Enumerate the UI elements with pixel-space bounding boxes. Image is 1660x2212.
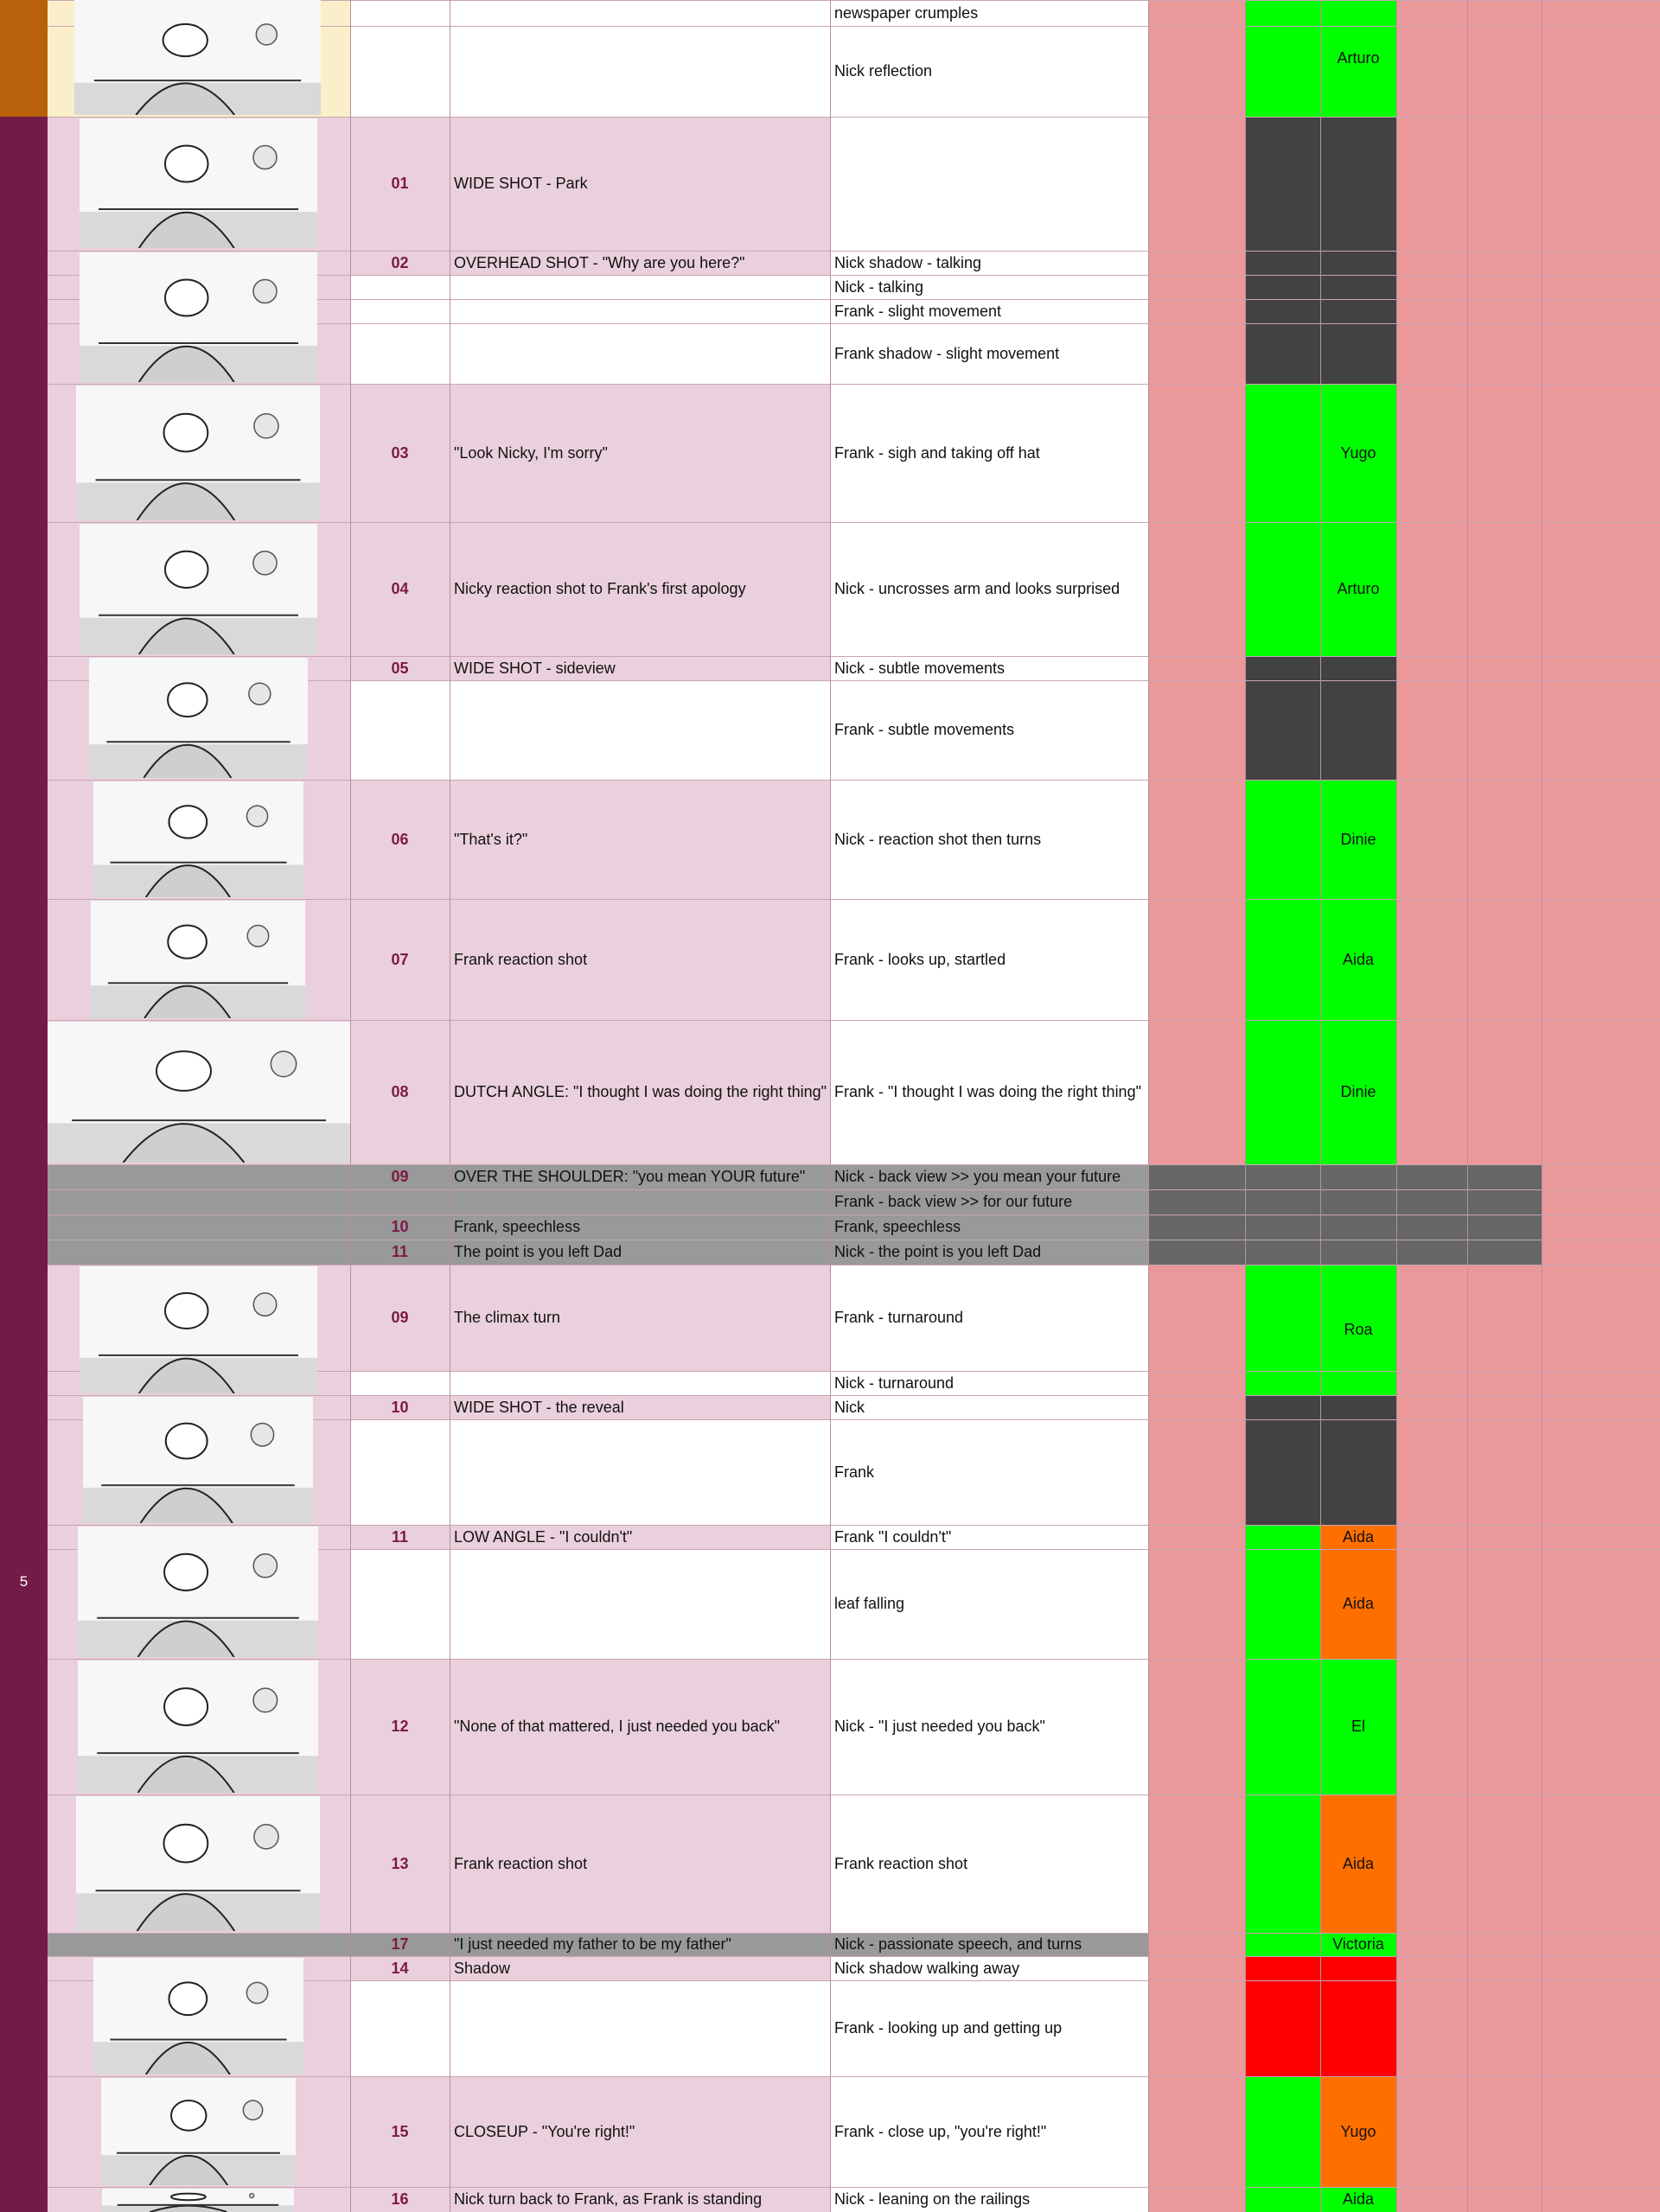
storyboard-frank-startled-icon[interactable] xyxy=(91,901,305,1018)
storyboard-climax-turn-icon[interactable] xyxy=(80,1266,317,1393)
description-cell[interactable]: Frank reaction shot xyxy=(454,1854,588,1872)
shot-number-cell[interactable] xyxy=(350,26,450,117)
shot-number-cell[interactable]: 11 xyxy=(391,1527,409,1546)
action-cell[interactable]: Frank - "I thought I was doing the right thing" xyxy=(834,1083,1141,1100)
description-cell[interactable]: "I just needed my father to be my father" xyxy=(454,1935,731,1953)
shot-number-cell[interactable]: 02 xyxy=(391,253,409,271)
status-cell xyxy=(1245,323,1320,384)
description-cell[interactable]: LOW ANGLE - "I couldn't" xyxy=(454,1527,633,1546)
action-cell[interactable]: Nick - subtle movements xyxy=(834,659,1006,677)
action-cell[interactable]: Nick - passionate speech, and turns xyxy=(834,1935,1082,1953)
description-cell[interactable] xyxy=(450,323,830,384)
status-cell xyxy=(1245,1020,1320,1164)
omitted-row-status xyxy=(1148,1214,1542,1240)
action-cell[interactable]: Frank - slight movement xyxy=(834,302,1002,320)
animator-cell[interactable]: Roa xyxy=(1344,1321,1373,1338)
action-cell[interactable]: Frank, speechless xyxy=(834,1218,961,1235)
status-cell xyxy=(1245,26,1320,117)
status-cell xyxy=(1245,1933,1320,1956)
shot-number-cell[interactable]: 14 xyxy=(391,1959,409,1977)
status-cell xyxy=(1245,299,1320,323)
animator-cell[interactable]: El xyxy=(1350,1718,1365,1735)
status-column-pink-1 xyxy=(1148,0,1245,2212)
description-cell[interactable]: Nicky reaction shot to Frank's first apology xyxy=(454,580,746,597)
animator-cell[interactable]: Yugo xyxy=(1340,2122,1376,2140)
omitted-row-status xyxy=(1148,1164,1542,1189)
status-cell xyxy=(1245,780,1320,899)
description-cell[interactable] xyxy=(450,299,830,323)
action-cell[interactable]: Frank reaction shot xyxy=(834,1854,968,1872)
action-cell[interactable]: Frank "I couldn't" xyxy=(834,1527,952,1546)
shot-number-cell[interactable] xyxy=(350,0,450,26)
status-cell xyxy=(1245,2076,1320,2187)
status-cell xyxy=(1245,2187,1320,2212)
description-cell[interactable] xyxy=(450,1549,830,1659)
sequence-band xyxy=(0,117,48,2212)
shot-number-cell[interactable]: 09 xyxy=(391,1168,409,1185)
action-cell[interactable]: leaf falling xyxy=(834,1595,905,1612)
omitted-row-status xyxy=(1148,1189,1542,1214)
action-cell[interactable]: Nick shadow walking away xyxy=(834,1959,1020,1977)
storyboard-closeup-icon[interactable] xyxy=(101,2078,296,2185)
description-cell[interactable] xyxy=(450,1189,830,1214)
storyboard-dutch-angle-icon[interactable] xyxy=(48,1022,350,1163)
animator-cell[interactable]: Aida xyxy=(1342,1527,1375,1546)
shot-number-cell[interactable] xyxy=(350,680,450,780)
status-cell xyxy=(1245,1395,1320,1419)
description-cell[interactable]: Frank, speechless xyxy=(454,1218,581,1235)
shot-number-cell[interactable] xyxy=(350,275,450,299)
status-cell xyxy=(1245,522,1320,656)
storyboard-overhead-bench-icon[interactable] xyxy=(80,252,317,382)
action-cell[interactable]: Frank - looks up, startled xyxy=(834,950,1006,968)
storyboard-park-wide-icon[interactable] xyxy=(80,118,317,248)
description-cell[interactable]: WIDE SHOT - the reveal xyxy=(454,1398,624,1416)
shot-number-cell[interactable]: 07 xyxy=(391,950,409,968)
description-cell[interactable] xyxy=(450,1980,830,2076)
description-cell[interactable]: Nick turn back to Frank, as Frank is standing xyxy=(454,2190,763,2208)
prev-sequence-band xyxy=(0,0,48,117)
storyboard-frank-newspaper-nick-icon[interactable] xyxy=(74,0,321,115)
status-cell xyxy=(1245,1371,1320,1395)
animator-status-cell xyxy=(1320,1395,1396,1419)
status-cell xyxy=(1245,656,1320,680)
description-cell[interactable]: WIDE SHOT - sideview xyxy=(454,659,616,677)
animator-status-cell xyxy=(1320,275,1396,299)
shot-number-cell[interactable] xyxy=(350,299,450,323)
action-cell[interactable]: newspaper crumples xyxy=(834,3,979,22)
description-cell[interactable]: CLOSEUP - "You're right!" xyxy=(454,2122,635,2140)
shot-number-cell[interactable] xyxy=(350,1189,450,1214)
animator-status-cell xyxy=(1320,299,1396,323)
shot-number-cell[interactable] xyxy=(350,1419,450,1525)
status-cell xyxy=(1245,1265,1320,1371)
status-column-pink-2 xyxy=(1396,0,1660,2212)
animator-cell[interactable]: Arturo xyxy=(1337,49,1380,67)
shot-number-cell[interactable]: 05 xyxy=(391,659,409,677)
storyboard-nick-thats-it-icon[interactable] xyxy=(93,781,303,897)
animator-cell[interactable]: Aida xyxy=(1342,2190,1375,2208)
shot-number-cell[interactable]: 15 xyxy=(391,2122,409,2140)
animator-status-cell xyxy=(1320,117,1396,251)
status-cell xyxy=(1245,899,1320,1020)
description-cell[interactable]: The climax turn xyxy=(454,1309,561,1326)
shot-number-cell[interactable]: 10 xyxy=(391,1398,409,1416)
status-cell xyxy=(1245,1525,1320,1549)
animator-cell[interactable]: Dinie xyxy=(1340,1083,1376,1100)
storyboard-park-sideview-icon[interactable] xyxy=(89,658,308,778)
storyboard-frank-seated-icon[interactable] xyxy=(76,1796,320,1931)
column-divider xyxy=(1467,0,1468,2212)
status-cell xyxy=(1245,1956,1320,1980)
storyboard-frank-hat-icon[interactable] xyxy=(76,386,320,520)
column-divider xyxy=(1148,0,1149,2212)
action-cell[interactable]: Nick - leaning on the railings xyxy=(834,2190,1031,2208)
animator-status-cell xyxy=(1320,1956,1396,1980)
column-divider xyxy=(1396,0,1397,2212)
animator-cell[interactable]: Aida xyxy=(1342,950,1375,968)
action-cell[interactable]: Nick - reaction shot then turns xyxy=(834,830,1042,848)
description-cell[interactable]: OVER THE SHOULDER: "you mean YOUR future" xyxy=(454,1168,806,1185)
shot-number-cell[interactable]: 16 xyxy=(391,2190,409,2208)
animator-cell[interactable]: Dinie xyxy=(1340,830,1376,848)
shot-number-cell[interactable] xyxy=(350,1980,450,2076)
shot-number-cell[interactable]: 08 xyxy=(391,1083,409,1100)
animator-status-cell xyxy=(1320,251,1396,275)
shot-number-cell[interactable]: 13 xyxy=(391,1854,409,1872)
animator-cell[interactable]: Yugo xyxy=(1340,443,1376,462)
description-cell[interactable]: OVERHEAD SHOT - "Why are you here?" xyxy=(454,253,745,271)
action-cell[interactable]: Frank - subtle movements xyxy=(834,721,1015,738)
description-cell[interactable] xyxy=(450,1419,830,1525)
shot-number-cell[interactable]: 04 xyxy=(391,580,409,597)
storyboard-nick-arms-crossed-icon[interactable] xyxy=(80,524,317,654)
action-cell[interactable]: Frank xyxy=(834,1463,875,1481)
sequence-label: 5 xyxy=(19,1573,29,1590)
action-cell[interactable]: Frank - looking up and getting up xyxy=(834,2019,1063,2037)
status-cell xyxy=(1245,384,1320,522)
status-cell xyxy=(1245,117,1320,251)
action-cell[interactable]: Frank - sigh and taking off hat xyxy=(834,443,1040,462)
animator-status-cell xyxy=(1320,680,1396,780)
shot-number-cell[interactable]: 11 xyxy=(391,1243,409,1260)
animator-status-cell xyxy=(1320,1980,1396,2076)
storyboard-railings-icon[interactable] xyxy=(102,2189,294,2212)
action-cell[interactable]: Frank - turnaround xyxy=(834,1309,964,1326)
description-cell[interactable] xyxy=(450,275,830,299)
shot-number-cell[interactable]: 09 xyxy=(391,1309,409,1326)
status-cell xyxy=(1245,1549,1320,1659)
description-cell[interactable]: "Look Nicky, I'm sorry" xyxy=(454,443,608,462)
action-cell[interactable]: Nick shadow - talking xyxy=(834,253,982,271)
shot-number-cell[interactable]: 17 xyxy=(391,1935,409,1953)
description-cell[interactable] xyxy=(450,26,830,117)
status-cell xyxy=(1245,251,1320,275)
storyboard-reveal-wide-icon[interactable] xyxy=(83,1397,313,1523)
description-cell[interactable]: Shadow xyxy=(454,1959,511,1977)
action-cell[interactable]: Nick - the point is you left Dad xyxy=(834,1243,1042,1260)
description-cell[interactable]: WIDE SHOT - Park xyxy=(454,175,588,192)
shot-number-cell[interactable] xyxy=(350,1549,450,1659)
description-cell[interactable]: "That's it?" xyxy=(454,830,528,848)
shot-number-cell[interactable] xyxy=(350,323,450,384)
action-cell[interactable] xyxy=(830,117,1148,251)
action-cell[interactable]: Nick xyxy=(834,1398,865,1416)
description-cell[interactable]: The point is you left Dad xyxy=(454,1243,622,1260)
storyboard-nick-needed-you-icon[interactable] xyxy=(78,1661,318,1793)
description-cell[interactable] xyxy=(450,0,830,26)
action-cell[interactable]: Nick - "I just needed you back" xyxy=(834,1718,1045,1735)
action-cell[interactable]: Nick reflection xyxy=(834,62,933,80)
shot-number-cell[interactable] xyxy=(350,1371,450,1395)
animator-cell[interactable]: Arturo xyxy=(1337,580,1380,597)
shot-number-cell[interactable]: 12 xyxy=(391,1718,409,1735)
column-divider xyxy=(1245,0,1246,2212)
omitted-row-status xyxy=(1148,1240,1542,1265)
animator-cell[interactable]: Aida xyxy=(1342,1854,1375,1872)
action-cell[interactable]: Frank shadow - slight movement xyxy=(834,344,1060,362)
status-cell xyxy=(1245,275,1320,299)
description-cell[interactable] xyxy=(450,680,830,780)
animator-status-cell xyxy=(1320,1419,1396,1525)
shot-number-cell[interactable]: 06 xyxy=(391,830,409,848)
description-cell[interactable] xyxy=(450,1371,830,1395)
shot-number-cell[interactable]: 10 xyxy=(391,1218,409,1235)
description-cell[interactable]: DUTCH ANGLE: "I thought I was doing the right thing" xyxy=(454,1083,827,1100)
status-cell xyxy=(1245,1659,1320,1794)
storyboard-shadows-icon[interactable] xyxy=(93,1958,303,2075)
description-cell[interactable]: "None of that mattered, I just needed you back" xyxy=(454,1718,781,1735)
animator-cell[interactable]: Aida xyxy=(1342,1595,1375,1612)
action-cell[interactable]: Nick - uncrosses arm and looks surprised xyxy=(834,580,1120,597)
shot-number-cell[interactable]: 03 xyxy=(391,443,409,462)
action-cell[interactable]: Frank - back view >> for our future xyxy=(834,1193,1073,1210)
description-cell[interactable]: Frank reaction shot xyxy=(454,950,588,968)
action-cell[interactable]: Frank - close up, "you're right!" xyxy=(834,2122,1047,2140)
status-cell xyxy=(1245,0,1320,26)
action-cell[interactable]: Nick - turnaround xyxy=(834,1374,954,1392)
shot-number-cell[interactable]: 01 xyxy=(391,175,409,192)
storyboard-frank-low-angle-icon[interactable] xyxy=(78,1527,318,1657)
status-cell xyxy=(1245,680,1320,780)
animator-cell[interactable]: Victoria xyxy=(1332,1935,1384,1953)
status-cell xyxy=(1245,1794,1320,1933)
status-cell xyxy=(1245,1419,1320,1525)
status-cell xyxy=(1245,1980,1320,2076)
action-cell[interactable]: Nick - back view >> you mean your future xyxy=(834,1168,1121,1185)
animator-status-cell xyxy=(1320,323,1396,384)
action-cell[interactable]: Nick - talking xyxy=(834,277,924,296)
animator-status-cell xyxy=(1320,656,1396,680)
